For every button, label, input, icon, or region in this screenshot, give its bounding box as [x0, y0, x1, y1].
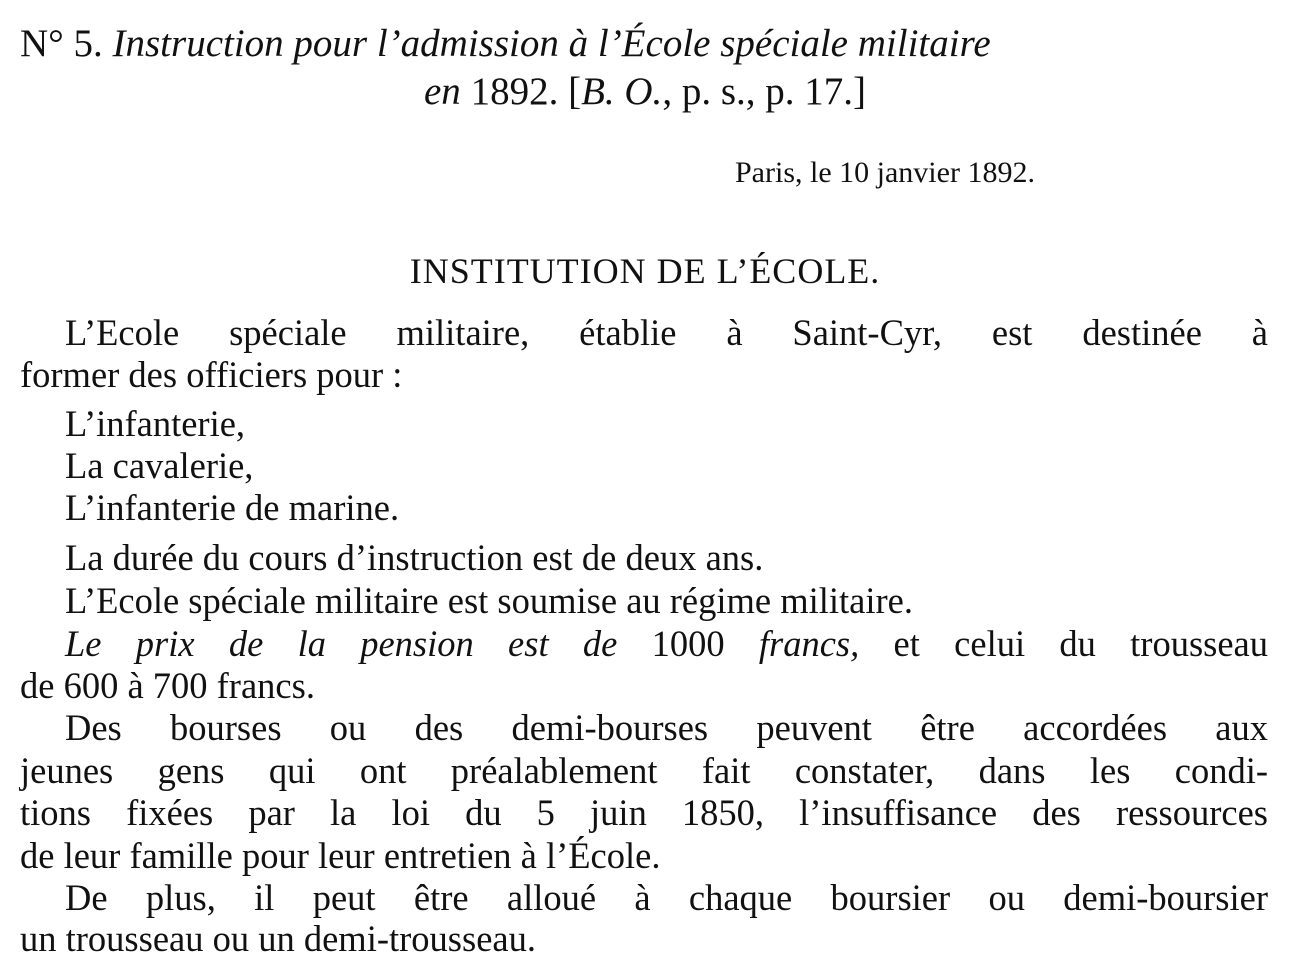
list-item-infanterie: L’infanterie,	[65, 403, 246, 444]
paragraph-regime: L’Ecole spéciale militaire est soumise au régime militaire.	[65, 580, 914, 621]
reference-bulletin: B. O.	[581, 70, 663, 113]
paragraph-1-line-2: former des officiers pour :	[20, 354, 403, 395]
document-title-line-1	[20, 22, 1270, 66]
paragraph-bourses-line-3: tions fixées par la loi du 5 juin 1850, l’insuffisance des ressources	[20, 792, 1268, 833]
document-title-text: Instruction pour l’admission à l’École spéciale militaire	[112, 22, 991, 65]
title-prefix: en	[424, 70, 461, 113]
paragraph-trousseau-line-2: un trousseau ou un demi-trousseau.	[20, 918, 536, 959]
list-item-cavalerie: La cavalerie,	[65, 445, 254, 486]
list-item-infanterie-marine: L’infanterie de marine.	[65, 487, 400, 528]
paragraph-1-line-1: L’Ecole spéciale militaire, établie à Saint-Cyr, est destinée à	[65, 312, 1268, 353]
paragraph-bourses-line-2: jeunes gens qui ont préalablement fait constater, dans les condi-	[20, 750, 1268, 791]
paragraph-duration: La durée du cours d’instruction est de deux ans.	[65, 537, 764, 578]
pension-italic-text: Le prix de la pension est de	[65, 623, 618, 664]
paragraph-bourses-line-1: Des bourses ou des demi-bourses peuvent être accordées aux	[65, 707, 1268, 748]
pension-trousseau-text: et celui du trousseau	[893, 623, 1269, 664]
paragraph-bourses-line-4: de leur famille pour leur entretien à l’École.	[20, 835, 661, 876]
pension-currency: francs,	[758, 623, 860, 664]
paragraph-trousseau-line-1: De plus, il peut être alloué à chaque boursier ou demi-boursier	[65, 877, 1268, 918]
document-title-line-2	[20, 70, 1270, 114]
section-heading: INSTITUTION DE L’ÉCOLE.	[409, 251, 881, 291]
reference-pages: , p. s., p. 17.]	[662, 70, 866, 113]
dateline: Paris, le 10 janvier 1892.	[735, 156, 1035, 189]
reference-open-bracket: [	[568, 70, 582, 113]
pension-amount: 1000	[651, 623, 725, 664]
title-year: 1892.	[470, 70, 559, 113]
paragraph-pension-line-2: de 600 à 700 francs.	[20, 665, 315, 706]
paragraph-pension-line-1	[65, 623, 1268, 665]
document-number: N° 5.	[20, 22, 103, 65]
